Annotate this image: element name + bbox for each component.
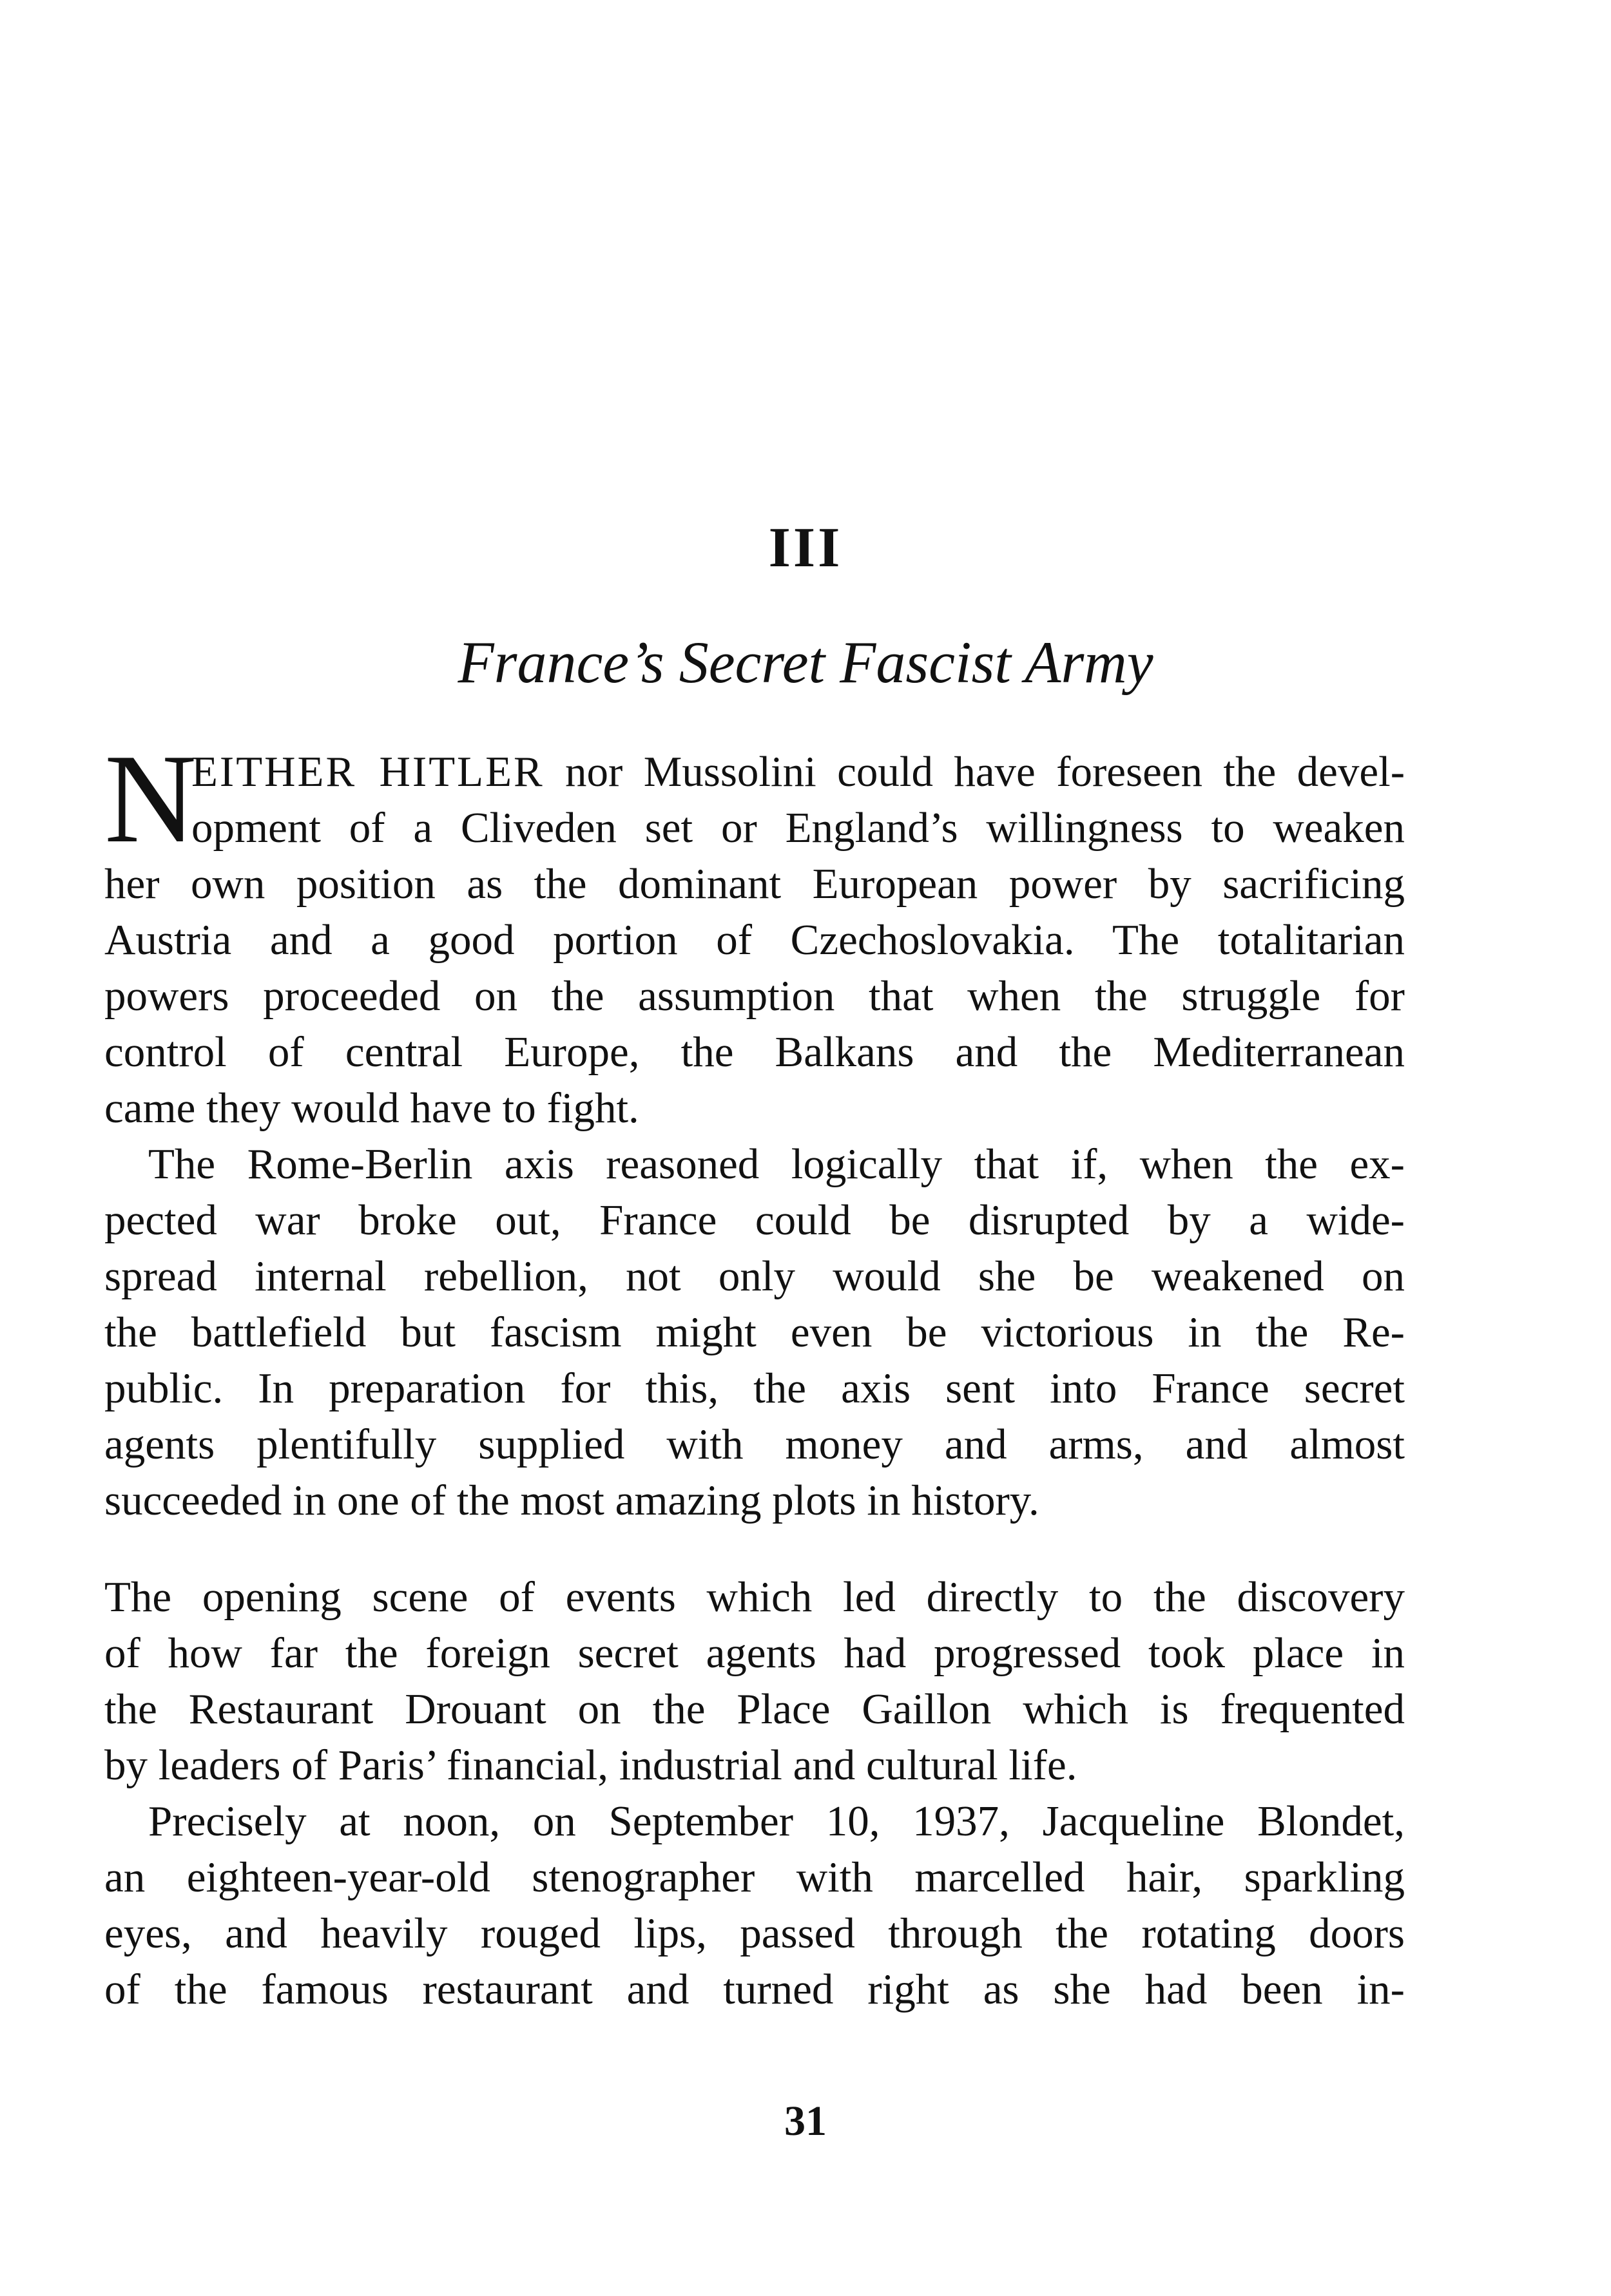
chapter-number: III xyxy=(768,517,843,579)
paragraph-line: pected war broke out, France could be disrupted by a wide- xyxy=(104,1196,1405,1244)
paragraph-line: opment of a Cliveden set or England’s willingness to weaken xyxy=(191,804,1405,852)
paragraph-4 xyxy=(104,1794,1405,2018)
line-text: nor Mussolini could have foreseen the devel- xyxy=(544,748,1405,796)
paragraph-line: came they would have to fight. xyxy=(104,1084,639,1132)
paragraph-line: spread internal rebellion, not only would she be weakened on xyxy=(104,1252,1405,1300)
paragraph-line: agents plentifully supplied with money and arms, and almost xyxy=(104,1421,1405,1468)
paragraph-line: The opening scene of events which led directly to the discovery xyxy=(104,1573,1405,1621)
paragraph-line: of how far the foreign secret agents had progressed took place in xyxy=(104,1629,1405,1677)
paragraph-line: eyes, and heavily rouged lips, passed through the rotating doors xyxy=(104,1909,1405,1957)
paragraph-line: powers proceeded on the assumption that when the struggle for xyxy=(104,972,1405,1020)
paragraph-line: control of central Europe, the Balkans and the Mediterranean xyxy=(104,1028,1405,1076)
paragraph-line xyxy=(104,744,1405,800)
paragraph-1 xyxy=(104,728,1405,1136)
drop-cap: N xyxy=(104,728,197,869)
paragraph-line: the battlefield but fascism might even be victorious in the Re- xyxy=(104,1308,1405,1356)
paragraph-line: an eighteen-year-old stenographer with marcelled hair, sparkling xyxy=(104,1853,1405,1901)
paragraph-line: the Restaurant Drouant on the Place Gaillon which is frequented xyxy=(104,1685,1405,1733)
paragraph-line: by leaders of Paris’ financial, industrial and cultural life. xyxy=(104,1741,1077,1789)
chapter-title: France’s Secret Fascist Army xyxy=(458,629,1153,695)
paragraph-line: of the famous restaurant and turned right as she had been in- xyxy=(104,1966,1405,2013)
section-1 xyxy=(104,728,1405,1529)
paragraph-line: Precisely at noon, on September 10, 1937, Jacqueline Blondet, xyxy=(148,1797,1405,1845)
paragraph-line: The Rome-Berlin axis reasoned logically that if, when the ex- xyxy=(148,1140,1405,1188)
paragraph-3 xyxy=(104,1569,1405,1794)
paragraph-2 xyxy=(104,1136,1405,1529)
small-caps-lead: EITHER HITLER xyxy=(191,748,545,796)
paragraph-line: her own position as the dominant European power by sacrificing xyxy=(104,860,1405,908)
page-number: 31 xyxy=(784,2098,827,2145)
paragraph-line: public. In preparation for this, the axis sent into France secret xyxy=(104,1364,1405,1412)
paragraph-line: Austria and a good portion of Czechoslovakia. The totalitarian xyxy=(104,916,1405,964)
section-2 xyxy=(104,1569,1405,2018)
paragraph-line: succeeded in one of the most amazing plots in history. xyxy=(104,1477,1039,1524)
